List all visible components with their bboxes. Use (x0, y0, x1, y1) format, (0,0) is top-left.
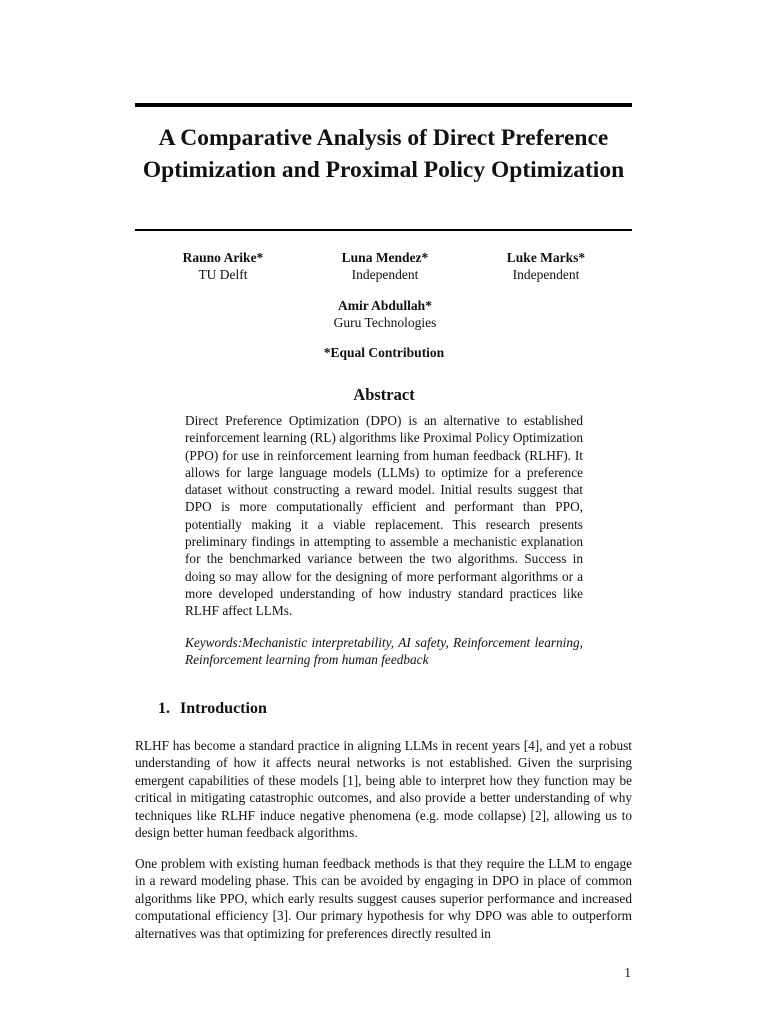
intro-paragraph: One problem with existing human feedback methods is that they require the LLM to engage in a reward modeling phase. This can be avoided by engaging in DPO in place of common algorithms like PPO, which early results suggest causes superior performance and increased computational efficiency [3]. Our primary hypothesis for why DPO was able to outperform alternatives was that optimizing for preferences directly resulted in (135, 856, 632, 941)
keywords: Keywords:Mechanistic interpretability, AI safety, Reinforcement learning, Reinforcement learning from human feedback (185, 635, 583, 668)
page-number: 1 (624, 965, 631, 980)
title-rule (135, 229, 632, 231)
equal-contribution-note: *Equal Contribution (323, 345, 445, 360)
author-block (446, 249, 646, 283)
author-name: Rauno Arike* (182, 250, 264, 265)
top-rule (135, 103, 632, 107)
author-name: Luke Marks* (506, 250, 586, 265)
author-affiliation: Independent (512, 267, 580, 282)
author-name: Luna Mendez* (341, 250, 429, 265)
author-affiliation: Independent (351, 267, 419, 282)
author-name: Amir Abdullah* (338, 298, 432, 313)
paper-title: A Comparative Analysis of Direct Preference Optimization and Proximal Policy Optimization (142, 125, 625, 183)
section-heading (158, 700, 267, 718)
abstract-body: Direct Preference Optimization (DPO) is an alternative to established reinforcement learning (RL) algorithms like Proximal Policy Optimization (PPO) for use in reinforcement learning from human feedback (RLHF). It allows for large language models (LLMs) to optimize for a preference dataset without constructing a reward model. Initial results suggest that DPO is more computationally efficient and performant than PPO, potentially making it a viable replacement. This research presents preliminary findings in attempting to assemble a mechanistic explanation for the benchmarked variance between the two algorithms. Success in doing so may allow for the designing of more performant algorithms or a more developed understanding of how industry standard practices like RLHF affect LLMs. (185, 413, 583, 619)
author-affiliation: Guru Technologies (333, 315, 437, 330)
section-number: 1. (158, 700, 170, 717)
intro-paragraph: RLHF has become a standard practice in aligning LLMs in recent years [4], and yet a robust understanding of how it affects neural networks is not established. Given the surprising emergent capabilities of these models [1], being able to interpret how they function may be critical in mitigating catastrophic outcomes, and also provide a better understanding of why techniques like RLHF induce negative phenomena (e.g. mode collapse) [2], allowing us to design better human feedback algorithms. (135, 738, 632, 841)
section-title: Introduction (180, 700, 267, 717)
author-block (285, 297, 485, 331)
author-affiliation: TU Delft (198, 267, 248, 282)
abstract-heading: Abstract (353, 385, 415, 404)
